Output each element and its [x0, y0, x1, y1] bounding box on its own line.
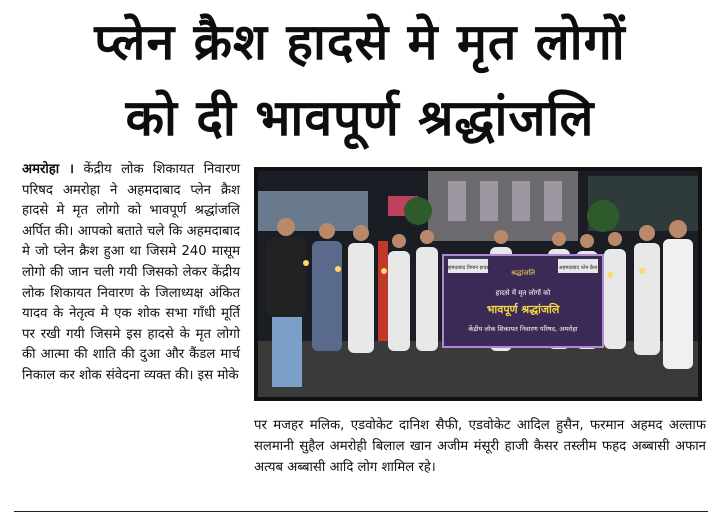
headline-line-2: को दी भावपूर्ण श्रद्धांजलि	[125, 89, 595, 147]
photo-banner-line-3: भावपूर्ण श्रद्धांजलि	[486, 303, 560, 316]
article-left-column	[22, 160, 240, 387]
photo-banner-tag-left: अहमदाबाद विमान हादसा	[445, 265, 491, 271]
news-photo	[254, 167, 702, 401]
candle-march-photo	[258, 171, 698, 397]
photo-banner-tag-right: अहमदाबाद प्लेन क्रैश	[558, 265, 598, 271]
article-right-column: पर मजहर मलिक, एडवोकेट दानिश सैफी, एडवोकेट आदिल हुसैन, फरमान अहमद अल्ताफ सलमानी सुहैल अमरोही बिलाल खान अजीम मंसूरी हाजी कैसर तस्लीम फहद अब्बासी अफान अत्यब अब्बासी आदि लोग शामिल रहे।	[254, 418, 706, 475]
bottom-divider	[14, 511, 708, 512]
article-left-text: केंद्रीय लोक शिकायत निवारण परिषद अमरोहा ने अहमदाबाद प्लेन क्रैश हादसे मे मृत लोगो को भावपूर्ण श्रद्धांजलि अर्पित की। आपको बताते चले कि अहमदाबाद मे जो प्लेन क्रैश हुआ था जिसमे 240 मासूम लोगो की जान चली गयी जिसको लेकर केंद्रीय लोक शिकायत निवारण के जिलाध्यक्ष अंकित यादव के नेतृत्व मे एक शोक सभा गाँधी मूर्ति पर रखी गयी जिसमे इस हादसे के मृत लोगो की आत्मा की शाति की दुआ और कैंडल मार्च निकाल कर शोक संवेदना व्यक्त की। इस मोके	[22, 162, 240, 383]
photo-shop-sign	[258, 191, 368, 231]
photo-banner-line-1: श्रद्धांजलि	[510, 269, 536, 277]
photo-banner-line-2: हादसे में मृत लोगों को	[495, 289, 551, 297]
article-dateline: अमरोहा ।	[22, 162, 75, 177]
photo-banner-line-4: केंद्रीय लोक शिकायत निवारण परिषद, अमरोहा	[468, 325, 578, 333]
headline-line-1: प्लेन क्रैश हादसे मे मृत लोगों	[94, 13, 626, 71]
